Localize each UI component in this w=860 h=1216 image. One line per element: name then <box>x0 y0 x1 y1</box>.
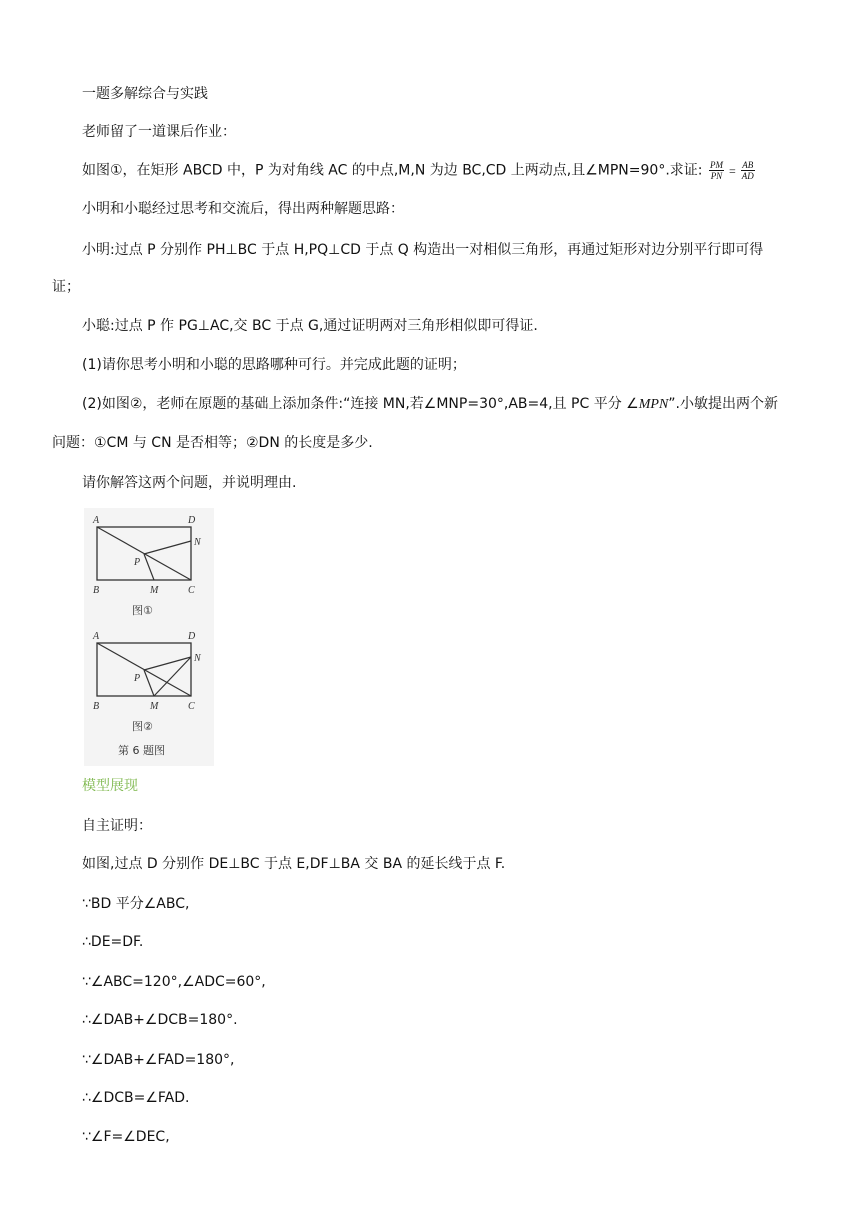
label-m: M <box>150 585 159 596</box>
label-d: D <box>188 631 196 642</box>
proof-line: 如图,过点 D 分别作 DE⊥BC 于点 E,DF⊥BA 交 BA 的延长线于点 F. <box>82 856 506 872</box>
fraction-denominator: PN <box>710 171 723 181</box>
question-2-line2: 问题：①CM 与 CN 是否相等；②DN 的长度是多少. <box>52 435 373 451</box>
label-d: D <box>188 515 196 526</box>
proof-line: ∴DE=DF. <box>82 934 144 950</box>
figure-1-caption: 图① <box>132 604 153 617</box>
equals-sign: = <box>728 163 736 178</box>
fraction-ab-ad <box>741 160 755 181</box>
question-1: (1)请你思考小明和小聪的思路哪种可行。并完成此题的证明； <box>82 357 466 373</box>
proof-line: ∴∠DAB+∠DCB=180°. <box>82 1012 238 1028</box>
question-2-text-a: (2)如图②，老师在原题的基础上添加条件:“连接 MN,若∠MNP=30°,AB=4,且 PC 平分 ∠ <box>82 396 639 412</box>
discussion-text: 小明和小聪经过思考和交流后，得出两种解题思路： <box>82 201 404 217</box>
label-p: P <box>134 673 141 684</box>
fraction-numerator: PM <box>709 160 723 170</box>
label-c: C <box>188 701 195 712</box>
question-2-line1 <box>82 394 778 415</box>
heading: 一题多解综合与实践 <box>82 86 208 102</box>
proof-line: ∵∠DAB+∠FAD=180°, <box>82 1052 235 1068</box>
label-n: N <box>194 537 201 548</box>
label-b: B <box>93 585 100 596</box>
fraction-numerator: AB <box>742 160 754 170</box>
label-a: A <box>93 631 100 642</box>
label-a: A <box>93 515 100 526</box>
label-m: M <box>150 701 159 712</box>
angle-name: MPN <box>638 397 669 412</box>
xiaoming-idea-line1: 小明:过点 P 分别作 PH⊥BC 于点 H,PQ⊥CD 于点 Q 构造出一对相似三角形，再通过矩形对边分别平行即可得 <box>82 242 764 258</box>
fraction-denominator: AD <box>741 171 754 181</box>
figure-caption: 第 6 题图 <box>118 744 165 757</box>
label-n: N <box>194 653 201 664</box>
xiaoming-idea-line2: 证； <box>52 279 80 295</box>
proof-line: ∵∠F=∠DEC, <box>82 1129 170 1145</box>
section-title: 模型展现 <box>82 778 138 794</box>
xiaocong-idea: 小聪:过点 P 作 PG⊥AC,交 BC 于点 G,通过证明两对三角形相似即可得证. <box>82 318 538 334</box>
intro-text: 老师留了一道课后作业： <box>82 124 236 140</box>
proof-line: ∴∠DCB=∠FAD. <box>82 1090 190 1106</box>
geometry-figures <box>84 508 214 770</box>
problem-text: 如图①，在矩形 ABCD 中，P 为对角线 AC 的中点,M,N 为边 BC,CD 上两动点,且∠MPN=90°.求证: <box>82 162 703 179</box>
proof-line: ∵∠ABC=120°,∠ADC=60°, <box>82 974 266 990</box>
self-proof-label: 自主证明： <box>82 818 152 834</box>
label-p: P <box>134 557 141 568</box>
fraction-pm-pn <box>709 160 724 181</box>
figures-svg <box>84 508 214 766</box>
label-c: C <box>188 585 195 596</box>
proof-line: ∵BD 平分∠ABC, <box>82 896 190 912</box>
request-text: 请你解答这两个问题，并说明理由. <box>82 475 297 491</box>
figure-2-caption: 图② <box>132 720 153 733</box>
problem-statement <box>82 160 757 181</box>
question-2-text-b: ”.小敏提出两个新 <box>668 396 778 412</box>
label-b: B <box>93 701 100 712</box>
